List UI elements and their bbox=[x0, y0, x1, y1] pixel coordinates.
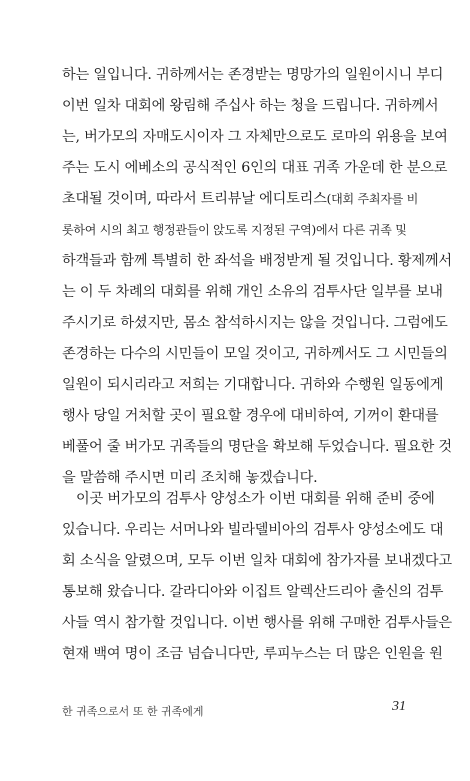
text-line: 이곳 버가모의 검투사 양성소가 이번 대회를 위해 준비 중에 bbox=[76, 491, 435, 507]
paragraph bbox=[62, 60, 452, 494]
paragraph bbox=[62, 484, 452, 670]
text-line bbox=[62, 215, 407, 246]
text-line: 사들 역시 참가할 것입니다. 이번 행사를 위해 구매한 검투사들은 bbox=[62, 615, 452, 631]
parenthetical-note: (대회 주최자를 비 bbox=[326, 192, 419, 206]
text-line: 회 소식을 알렸으며, 모두 이번 일차 대회에 참가자를 보내겠다고 bbox=[62, 553, 452, 569]
text-line: 현재 백여 명이 조금 넘습니다만, 루피누스는 더 많은 인원을 원 bbox=[62, 646, 443, 662]
text-line: 는 이 두 차례의 대회를 위해 개인 소유의 검투사단 일부를 보내 bbox=[62, 284, 443, 300]
text-line bbox=[62, 184, 419, 215]
text-line: 존경하는 다수의 시민들이 모일 것이고, 귀하께서도 그 시민들의 bbox=[62, 346, 448, 362]
text-segment: 초대될 것이며, 따라서 트리뷰날 에디토리스 bbox=[62, 191, 327, 207]
text-line: 하객들과 함께 특별히 한 좌석을 배정받게 될 것입니다. 황제께서 bbox=[62, 253, 452, 269]
text-line: 베풀어 줄 버가모 귀족들의 명단을 확보해 두었습니다. 필요한 것 bbox=[62, 439, 452, 455]
parenthetical-note: 롯하여 시의 최고 행정관들이 앉도록 지정된 구역)에서 다른 귀족 및 bbox=[62, 223, 407, 237]
text-line: 통보해 왔습니다. 갈라디아와 이집트 알렉산드리아 출신의 검투 bbox=[62, 584, 444, 600]
text-line: 는, 버가모의 자매도시이자 그 자체만으로도 로마의 위용을 보여 bbox=[62, 129, 448, 145]
text-line: 일원이 되시리라고 저희는 기대합니다. 귀하와 수행원 일동에게 bbox=[62, 377, 444, 393]
text-line: 있습니다. 우리는 서머나와 빌라델비아의 검투사 양성소에도 대 bbox=[62, 522, 444, 538]
text-line: 주는 도시 에베소의 공식적인 6인의 대표 귀족 가운데 한 분으로 bbox=[62, 160, 448, 176]
text-line: 이번 일차 대회에 왕림해 주십사 하는 청을 드립니다. 귀하께서 bbox=[62, 98, 439, 114]
text-line: 주시기로 하셨지만, 몸소 참석하시지는 않을 것입니다. 그럼에도 bbox=[62, 315, 448, 331]
page-number: 31 bbox=[392, 699, 406, 714]
text-line: 행사 당일 거처할 곳이 필요할 경우에 대비하여, 기꺼이 환대를 bbox=[62, 408, 439, 424]
running-title: 한 귀족으로서 또 한 귀족에게 bbox=[62, 705, 204, 718]
text-line: 하는 일입니다. 귀하께서는 존경받는 명망가의 일원이시니 부디 bbox=[62, 67, 444, 83]
text-line: 을 말씀해 주시면 미리 조치해 놓겠습니다. bbox=[62, 470, 318, 486]
